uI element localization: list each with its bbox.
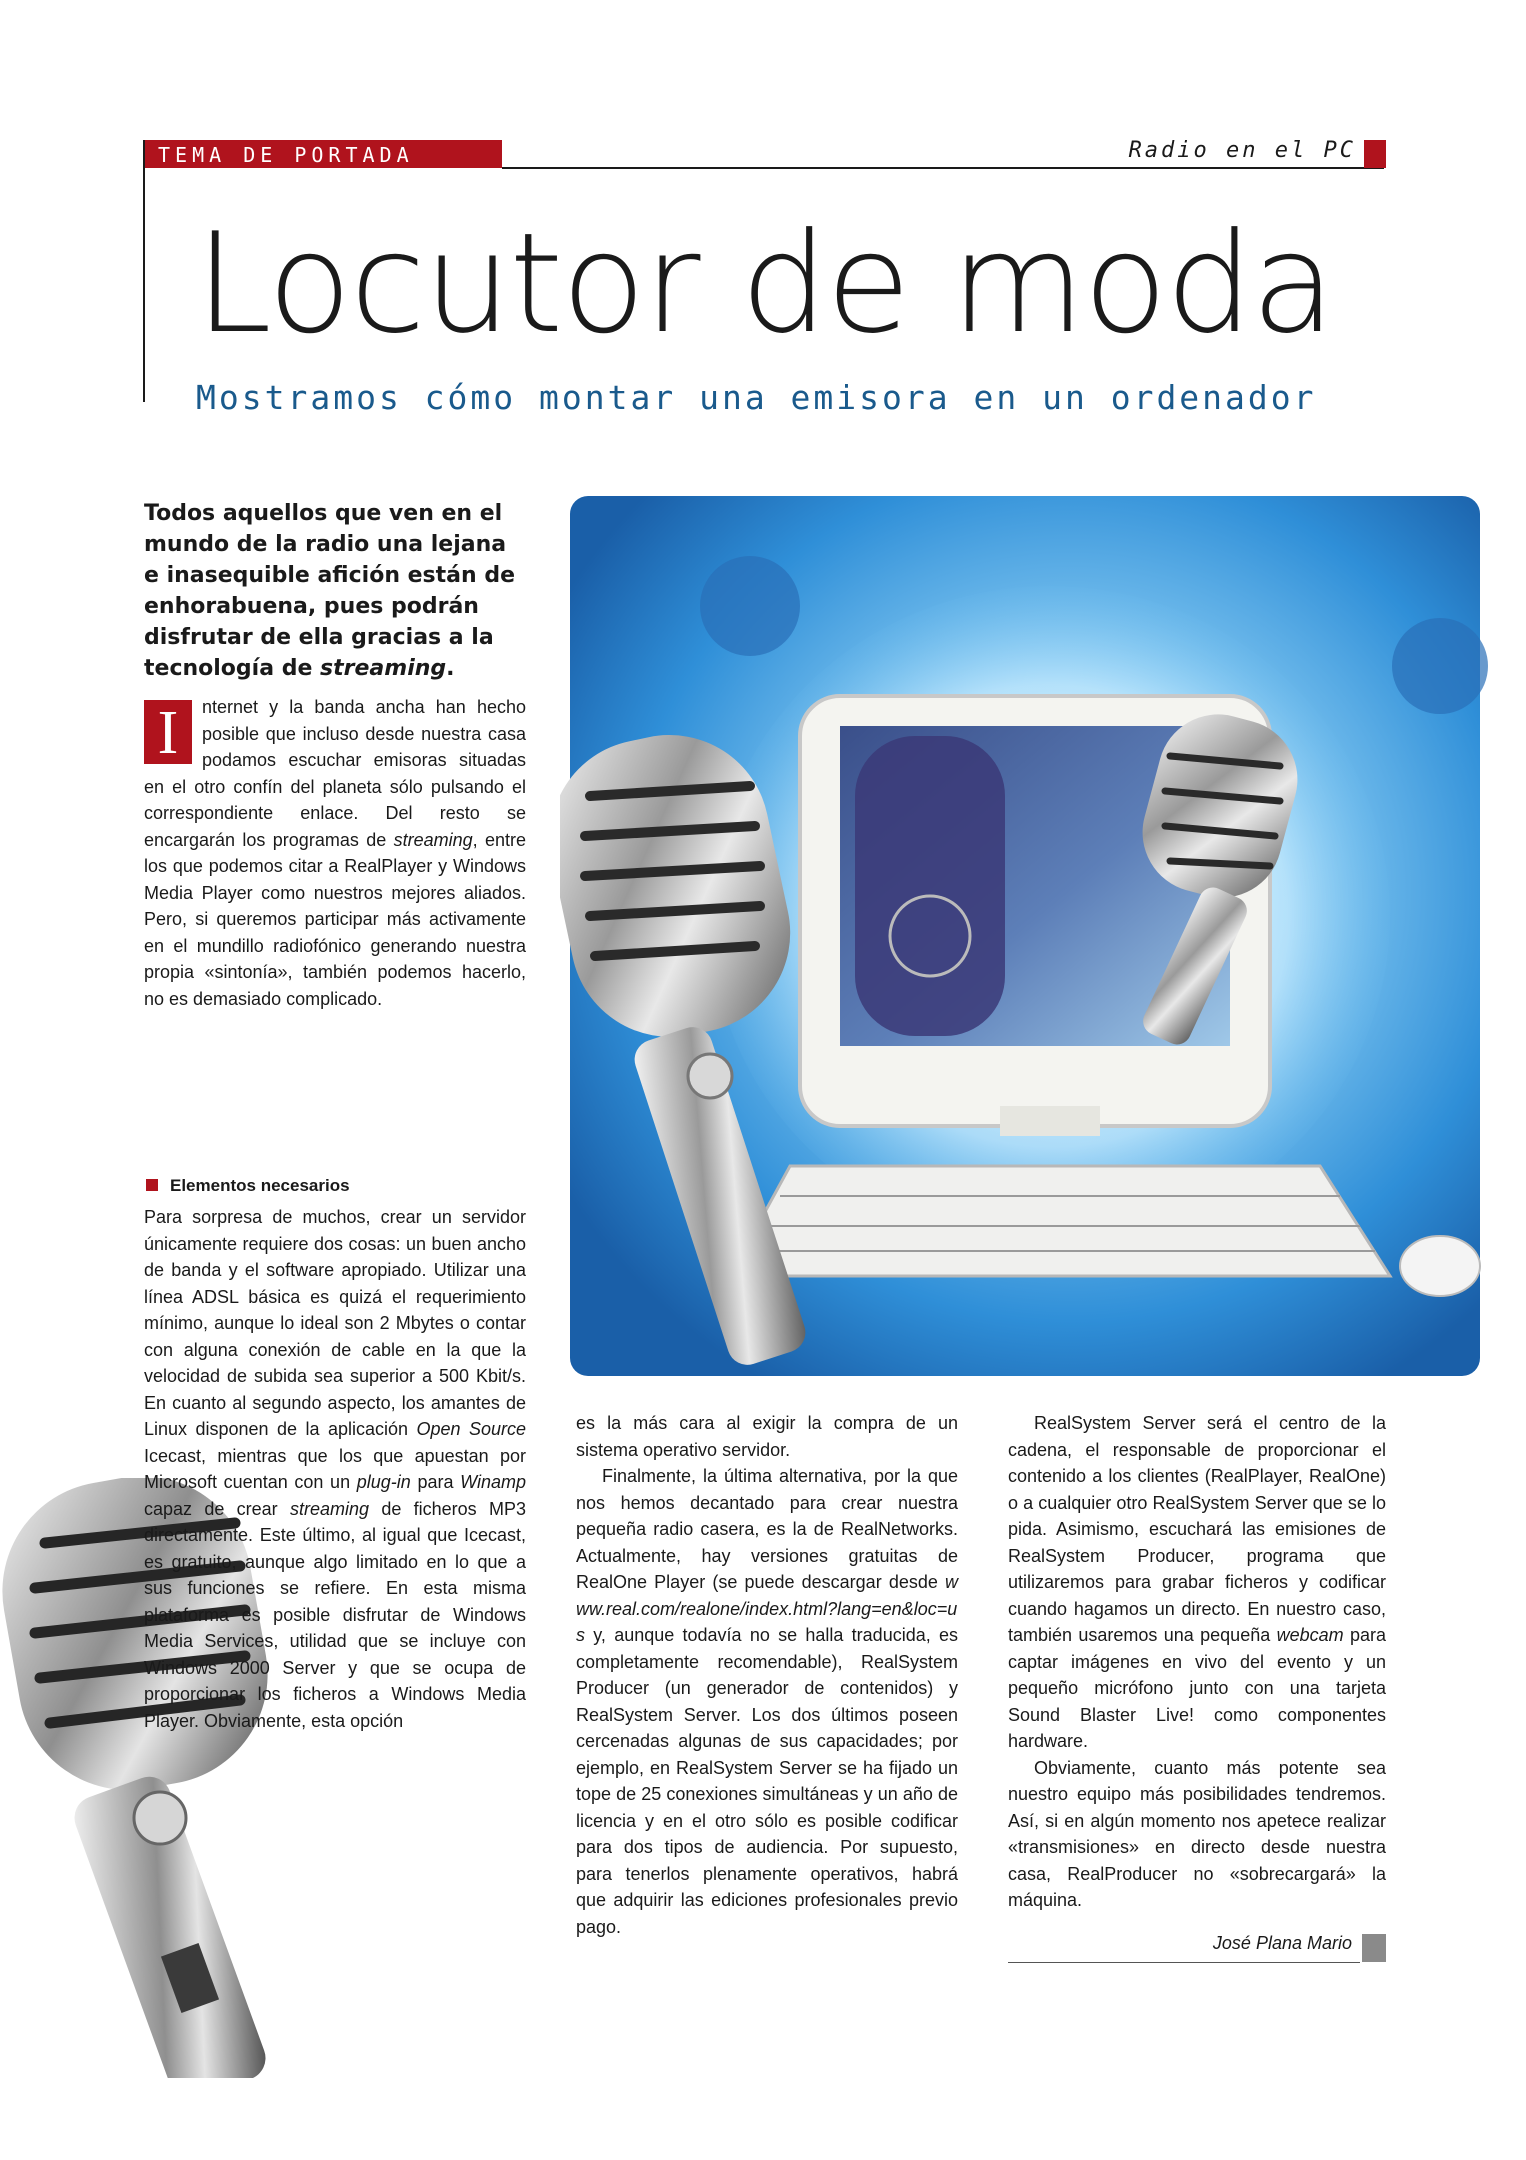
author-signature: José Plana Mario — [1212, 1933, 1352, 1953]
column-1-lower — [144, 1204, 526, 1734]
drop-cap: I — [144, 700, 192, 764]
section-subhead — [144, 1176, 350, 1196]
topic-label: Radio en el PC — [1128, 138, 1356, 163]
c1-text-a: Para sorpresa de muchos, crear un servidor únicamente requiere dos cosas: un buen ancho de banda y el software apropiado. Utilizar una línea ADSL básica es quizá el requerimiento mínimo, aunque lo ideal son 2 Mbytes o contar con alguna conexión de cable en la que la velocidad de subida sea superior a 500 Kbit/s. En cuanto al segundo aspecto, los amantes de Linux disponen de la aplicación — [144, 1207, 526, 1439]
topic-marker — [1364, 140, 1386, 168]
signature-rule — [1008, 1962, 1360, 1963]
c1-text-b: Icecast, mientras que los que apuestan por Microsoft cuentan con un — [144, 1445, 526, 1492]
subhead-text: Elementos necesarios — [170, 1176, 350, 1195]
lead-end: . — [446, 656, 455, 681]
vertical-rule — [143, 140, 145, 402]
c3-em: webcam — [1276, 1625, 1344, 1645]
cover-illustration — [560, 486, 1490, 1386]
page-subtitle: Mostramos cómo montar una emisora en un ordenador — [196, 378, 1317, 417]
requirements-paragraph — [144, 1204, 526, 1734]
square-bullet-icon — [146, 1179, 158, 1191]
c1-text-c: para — [410, 1472, 461, 1492]
column-1-upper — [144, 694, 526, 1012]
download-url: www.real.com/realone/index.html?lang=en&loc=us — [576, 1572, 958, 1645]
intro-text-2: , entre los que podemos citar a RealPlayer y Windows Media Player como nuestros mejores aliados. Pero, si queremos participar más activamente en el mundillo radiofónico generando nuestra propia «sintonía», también podemos hacerlo, no es demasiado complicado. — [144, 829, 526, 1009]
c3-text-a: RealSystem Server será el centro de la cadena, el responsable de proporcionar el contenido a los clientes (RealPlayer, RealOne) o a cualquier otro RealSystem Server que se lo pida. Asimismo, escuchará las emisiones de RealSystem Producer, programa que utilizaremos para grabar ficheros y codificar cuando hagamos un directo. En nuestro caso, también usaremos una pequeña — [1008, 1413, 1386, 1645]
section-tag: TEMA DE PORTADA — [144, 140, 502, 168]
c2-text-b: y, aunque todavía no se halla traducida, es completamente recomendable), RealSystem Producer (un generador de contenidos) y RealSystem Server. Los dos últimos poseen cercenadas algunas de sus capacidades; por ejemplo, en RealSystem Server se ha fijado un tope de 25 conexiones simultáneas y un año de licencia y en el otro sólo es posible codificar para dos tipos de audiencia. Por supuesto, para tenerlos plenamente operativos, habrá que adquirir las ediciones profesionales previo pago. — [576, 1625, 958, 1937]
c1-text-d: capaz de crear — [144, 1498, 290, 1519]
intro-text: nternet y la banda ancha han hecho posible que incluso desde nuestra casa podamos escuchar emisoras situadas en el otro confín del planeta sólo pulsando el correspondiente enlace. Del resto se encargarán los programas de — [144, 697, 526, 850]
lead-emphasis: streaming — [320, 656, 447, 681]
c1-em-2: plug-in — [356, 1472, 411, 1492]
header-rule — [502, 167, 1384, 169]
intro-paragraph — [144, 694, 526, 1012]
column-2 — [576, 1410, 958, 1940]
c1-text-e: de ficheros MP3 directamente. Este último, al igual que Icecast, es gratuito, aunque algo limitado en lo que a sus funciones se refiere. En esta misma plataforma es posible disfrutar de Windows Media Services, utilidad que se incluye con Windows 2000 Server y que se ocupa de proporcionar los ficheros a Windows Media Player. Obviamente, esta opción — [144, 1498, 526, 1731]
column-3 — [1008, 1410, 1386, 1914]
lead-paragraph — [144, 498, 524, 684]
intro-emphasis: streaming — [393, 829, 473, 850]
page-title: Locutor de moda — [195, 203, 1334, 364]
c3-text-b: para captar imágenes en vivo del evento y un pequeño micrófono junto con una tarjeta Sound Blaster Live! como componentes hardware. — [1008, 1625, 1387, 1751]
c2-text-a: Finalmente, la última alternativa, por la que nos hemos decantado para crear nuestra pequeña radio casera, es la de RealNetworks. Actualmente, hay versiones gratuitas de RealOne Player (se puede descargar desde — [576, 1466, 958, 1592]
c2-paragraph-1: es la más cara al exigir la compra de un sistema operativo servidor. — [576, 1413, 958, 1460]
c3-paragraph-2: Obviamente, cuanto más potente sea nuestro equipo más posibilidades tendremos. Así, si en algún momento nos apetece realizar «transmisiones» en directo desde nuestra casa, RealProducer no «sobrecargará» la máquina. — [1008, 1757, 1386, 1910]
signature-marker — [1362, 1934, 1386, 1962]
lead-text: Todos aquellos que ven en el mundo de la radio una lejana e inasequible afición están de enhorabuena, pues podrán disfrutar de ella gracias a la tecnología de — [144, 501, 516, 681]
c1-em-1: Open Source — [416, 1419, 526, 1439]
c2-paragraph-2 — [576, 1463, 958, 1940]
c1-em-3: Winamp — [460, 1472, 526, 1492]
c1-em-4: streaming — [289, 1498, 370, 1519]
c3-paragraph-1 — [1008, 1410, 1386, 1755]
